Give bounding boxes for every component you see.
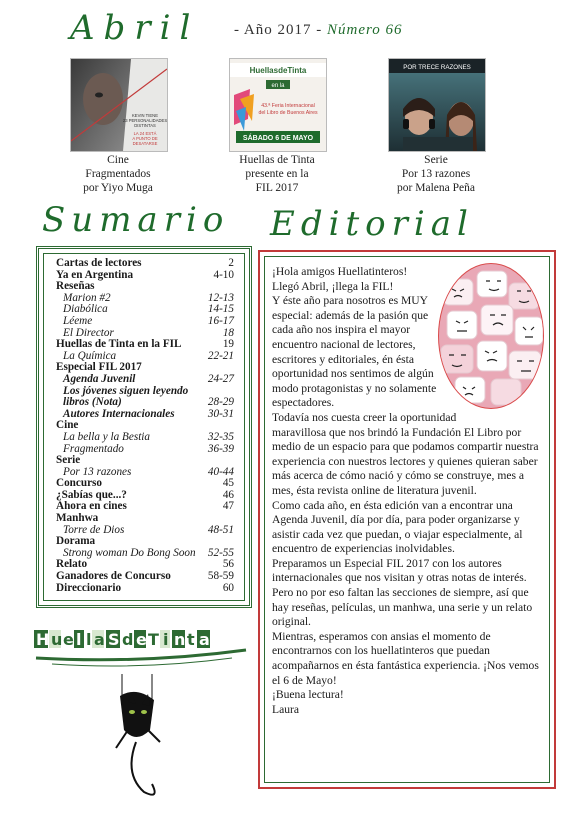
issue-year: Año 2017 (243, 22, 312, 38)
toc-item-page: 32-35 (207, 430, 234, 443)
svg-text:LA 24 ESTÁ: LA 24 ESTÁ (133, 131, 157, 136)
toc-item-page: 36-39 (207, 442, 234, 455)
svg-text:t: t (187, 630, 195, 649)
featured-caption-fil: Huellas de Tinta presente en la FIL 2017 (239, 154, 315, 194)
toc-item-page: 22-21 (207, 349, 234, 362)
toc-item-page: 40-44 (207, 465, 234, 478)
toc-item-label: Ya en Argentina (56, 268, 134, 281)
svg-text:u: u (51, 630, 63, 649)
toc-item-label: Relato (56, 558, 88, 571)
editorial-paragraph: Todavía nos cuesta creer la oportunidad maravillosa que nos brindó la Fundación El Libro por medio de un espacio para que podamos compartir nuestra experiencia con nuestros lectores y quienes quieran saber más acerca de cómo nació y cómo se construye, mes a mes, ésta revista online de literatura juvenil. (272, 410, 539, 497)
toc-item[interactable] (56, 339, 234, 351)
svg-text:a: a (94, 630, 105, 649)
toc-item[interactable] (56, 397, 234, 409)
toc-item-page: 30-31 (207, 407, 234, 420)
svg-text:DISTINTAS: DISTINTAS (134, 123, 156, 128)
editorial-title: Editorial (270, 204, 474, 244)
toc-item-page: 16-17 (207, 314, 234, 327)
toc-item-label: Dorama (56, 535, 96, 548)
logo (32, 624, 252, 804)
toc-item-page: 60 (222, 581, 234, 594)
toc-item-label: ¿Sabías que...? (56, 488, 127, 501)
svg-text:SÁBADO 6 DE MAYO: SÁBADO 6 DE MAYO (242, 135, 314, 142)
toc-item-label: Cartas de lectores (56, 257, 142, 269)
toc-item-page: 12-13 (207, 291, 234, 304)
toc-item-label: Torre de Dios (63, 523, 125, 536)
toc-item[interactable] (56, 444, 234, 456)
svg-text:S: S (108, 630, 120, 649)
toc-item-label: La Química (63, 349, 117, 362)
featured-image-fil[interactable] (229, 58, 327, 152)
toc-item[interactable] (56, 513, 234, 525)
toc-item-label: libros (Nota) (63, 396, 122, 409)
toc-item-label: Marion #2 (63, 291, 111, 304)
toc-item-label: Especial FIL 2017 (56, 361, 142, 374)
svg-text:del Libro de Buenos Aires: del Libro de Buenos Aires (258, 110, 318, 116)
toc-item[interactable] (56, 258, 234, 270)
marshmallow-image (437, 261, 545, 415)
issue-number: Número 66 (327, 22, 403, 38)
featured-caption-split: Cine Fragmentados por Yiyo Muga (83, 154, 153, 194)
svg-text:HuellasdeTinta: HuellasdeTinta (249, 66, 307, 75)
editorial-box (258, 250, 556, 789)
toc-item[interactable] (56, 432, 234, 444)
featured-caption-13-reasons: Serie Por 13 razones por Malena Peña (397, 154, 475, 194)
toc-item-label: Huellas de Tinta en la FIL (56, 338, 182, 351)
svg-text:d: d (122, 630, 134, 649)
svg-text:KEVIN TIENE: KEVIN TIENE (132, 113, 158, 118)
editorial-paragraph: ¡Buena lectura! (272, 688, 344, 702)
toc-item-page: 24-27 (207, 372, 234, 385)
featured-image-13-reasons[interactable] (388, 58, 486, 152)
toc-item-label: Direccionario (56, 581, 122, 594)
toc-item[interactable] (56, 455, 234, 467)
toc-item-page: 45 (222, 477, 234, 490)
svg-text:l: l (76, 630, 82, 649)
toc-item-label: Fragmentado (63, 442, 124, 455)
svg-text:POR TRECE RAZONES: POR TRECE RAZONES (403, 64, 471, 71)
toc-item[interactable] (56, 374, 234, 386)
toc-item-label: La bella y la Bestia (63, 430, 151, 443)
editorial-paragraph: Llegó Abril, ¡llega la FIL! (272, 279, 394, 293)
toc-item-page: 52-55 (207, 546, 234, 559)
editorial-paragraph: ¡Hola amigos Huellatinteros! (272, 265, 408, 278)
editorial-paragraph: Mientras, esperamos con ansias el momento de encontrarnos con los huellatinteros que puedan acompañarnos en ésta fantástica experiencia. ¡Nos vemos el 6 de Mayo! (272, 629, 539, 687)
toc-item-page: 2 (228, 257, 234, 269)
svg-text:l: l (86, 630, 92, 649)
svg-text:H: H (36, 630, 50, 649)
toc-item-page: 56 (222, 558, 234, 571)
svg-text:en la: en la (271, 83, 285, 89)
toc-item-label: Manhwa (56, 512, 99, 525)
toc-item-label: Los jóvenes siguen leyendo (63, 384, 189, 397)
svg-text:n: n (174, 630, 186, 649)
sumario-title: Sumario (42, 200, 230, 240)
svg-text:A PUNTO DE: A PUNTO DE (132, 136, 158, 141)
featured-image-split[interactable] (70, 58, 168, 152)
toc-item[interactable] (56, 571, 234, 583)
svg-text:DESATARSE: DESATARSE (132, 141, 158, 146)
toc-item-page: 18 (222, 326, 234, 339)
toc-item-page: 14-15 (207, 303, 234, 316)
toc-item[interactable] (56, 583, 234, 595)
table-of-contents (43, 253, 245, 601)
toc-item-label: Strong woman Do Bong Soon (63, 546, 196, 559)
toc-item[interactable] (56, 316, 234, 328)
issue-info: - Año 2017 - Número 66 (234, 22, 403, 38)
toc-item-label: Autores Internacionales (63, 407, 175, 420)
editorial-paragraph: Y éste año para nosotros es MUY especial: además de la pasión que cada año nos inspira el mayor encuentro nacional de lectores, escritores y editoriales, én ésta oportunidad nos sentimos de algún modo protagonistas y no solamente espectadores. (272, 294, 437, 410)
editorial-paragraph: Como cada año, en ésta edición van a encontrar una Agenda Juvenil, día por día, para poder organizarse y asistir cada vez que puedan, o viajar especialmente, al encuentro de experiencias inolvidables. (272, 498, 523, 556)
toc-item[interactable] (56, 409, 234, 421)
svg-text:43.ª Feria Internacional: 43.ª Feria Internacional (261, 103, 315, 109)
toc-item-page: 28-29 (207, 396, 234, 409)
toc-item-label: Concurso (56, 477, 102, 490)
sumario-box (36, 246, 252, 608)
toc-item-page: 48-51 (207, 523, 234, 536)
editorial-paragraph: Preparamos un Especial FIL 2017 con los autores internacionales que nos visitan y otras notas de interés. (272, 556, 527, 585)
svg-text:e: e (63, 630, 74, 649)
toc-item-label: Serie (56, 454, 81, 467)
toc-item-label: Diabólica (63, 303, 108, 316)
toc-item-page: 46 (222, 488, 234, 501)
toc-item-label: Por 13 razones (63, 465, 132, 478)
svg-text:e: e (136, 630, 147, 649)
svg-text:i: i (163, 630, 169, 649)
svg-text:23 PERSONALIDADES: 23 PERSONALIDADES (122, 118, 167, 123)
svg-text:a: a (199, 630, 210, 649)
toc-item-label: Reseñas (56, 280, 95, 293)
svg-text:T: T (148, 630, 159, 649)
toc-item-label: Léeme (63, 314, 93, 327)
toc-item-label: Ahora en cines (56, 500, 127, 513)
toc-item-label: El Director (63, 326, 114, 339)
editorial-paragraph: Laura (272, 702, 300, 716)
issue-month: Abril (70, 8, 200, 48)
toc-item-label: Ganadores de Concurso (56, 570, 171, 583)
toc-item-label: Agenda Juvenil (63, 372, 136, 385)
toc-item-label: Cine (56, 419, 79, 432)
editorial-content (264, 256, 550, 783)
toc-item-page: 47 (222, 500, 234, 513)
toc-item-page: 4-10 (213, 268, 234, 281)
toc-item-page: 19 (222, 338, 234, 351)
toc-item-page: 58-59 (207, 570, 234, 583)
editorial-paragraph: Pero no por eso faltan las secciones de siempre, así que hay reseñas, películas, un manhwa, una serie y un relato original. (272, 586, 533, 629)
